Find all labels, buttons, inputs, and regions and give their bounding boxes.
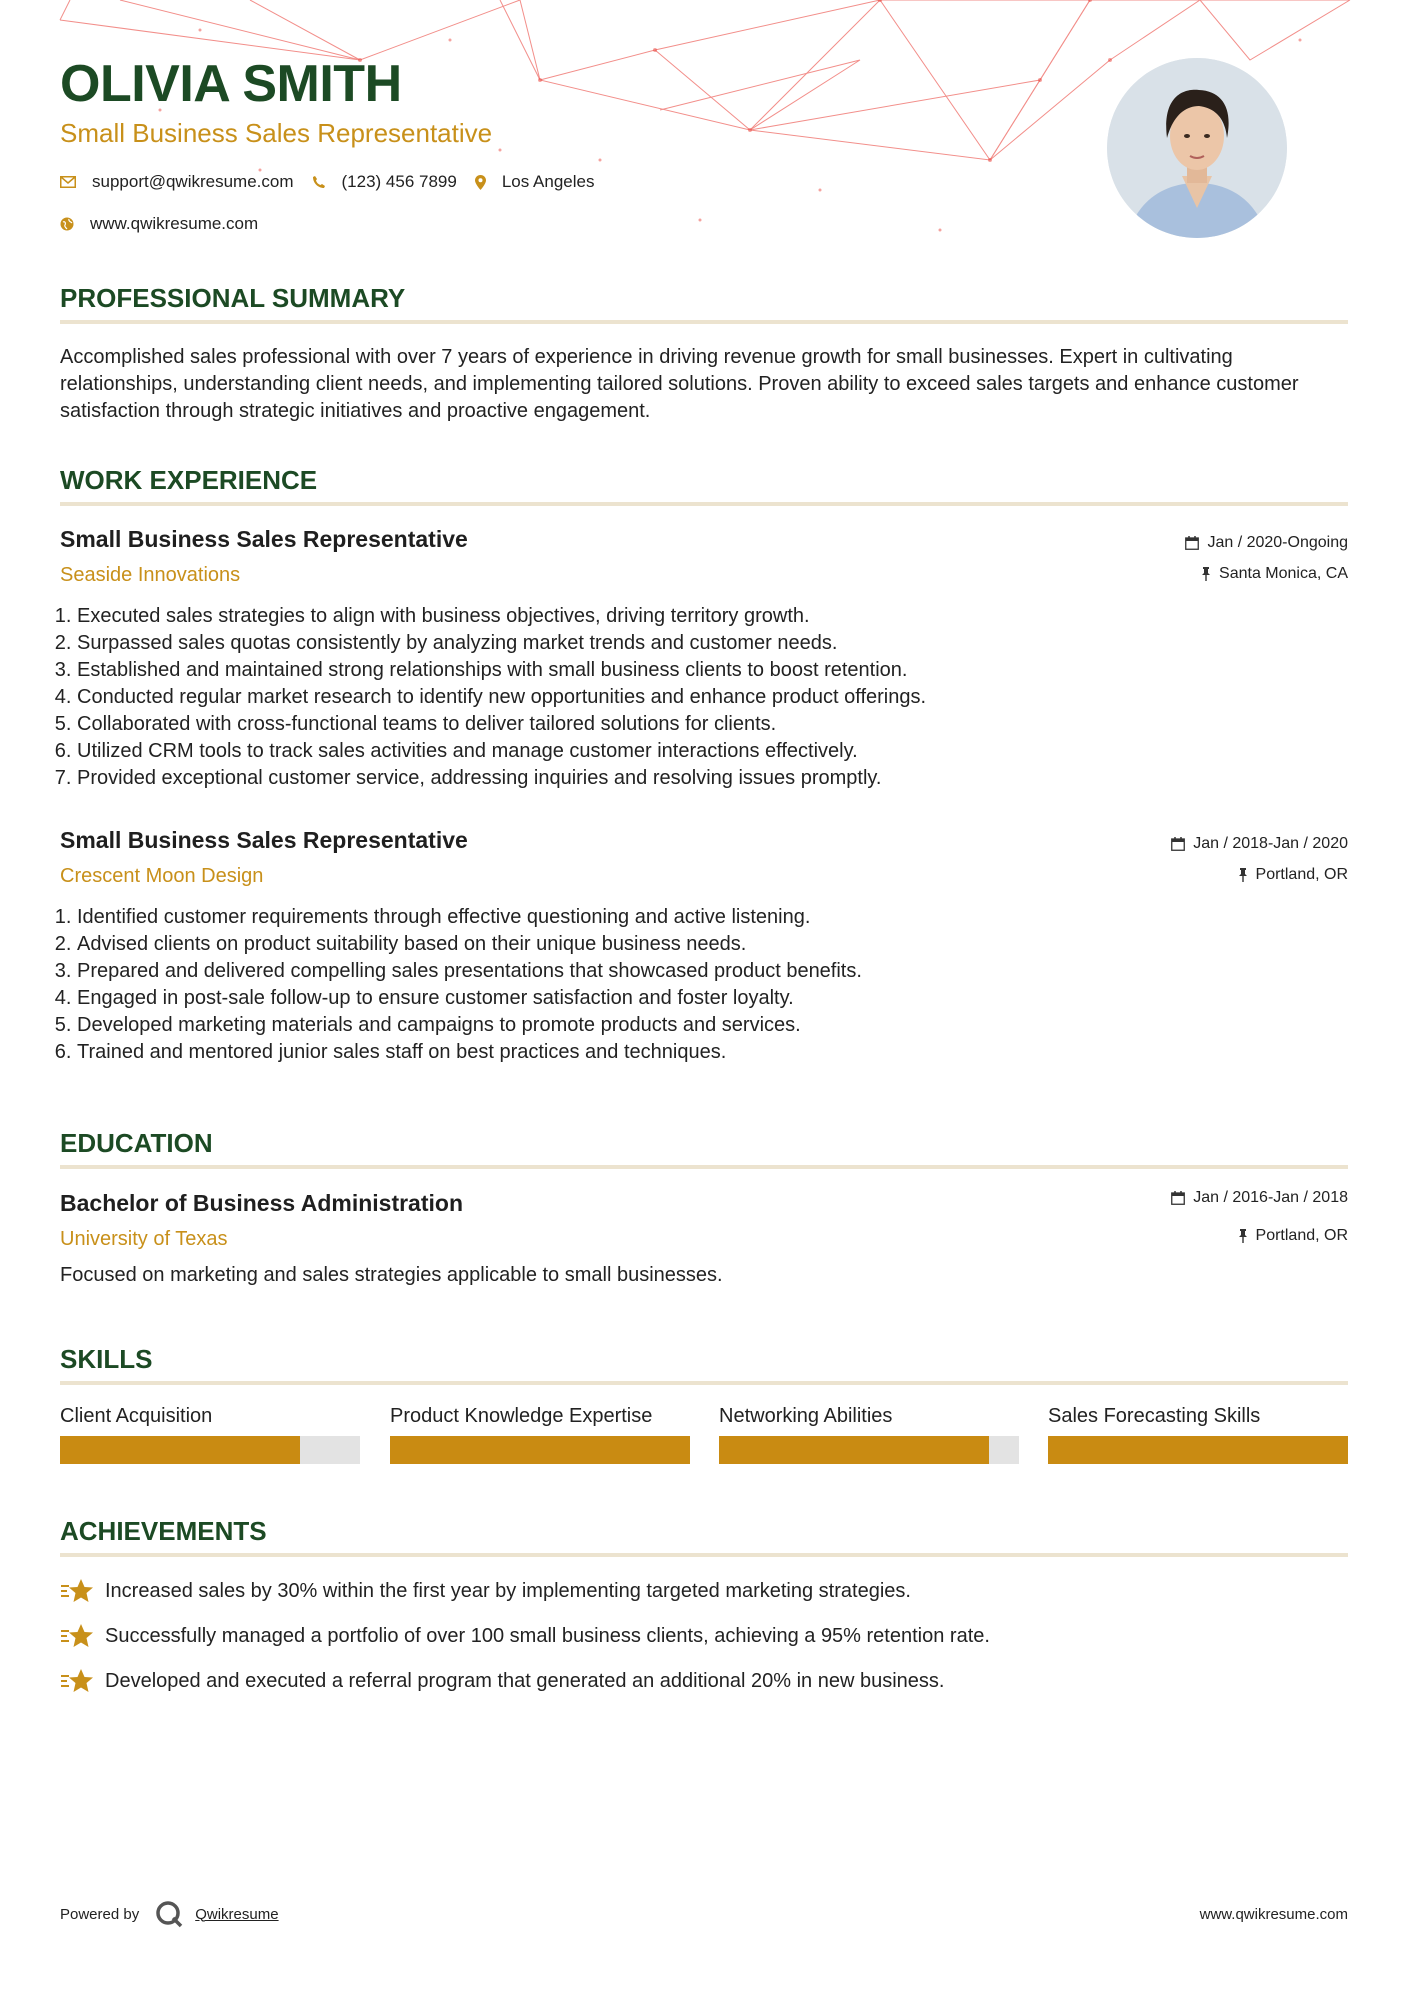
skill-item — [390, 1406, 690, 1464]
degree-title: Bachelor of Business Administration — [60, 1190, 463, 1216]
skill-bar-fill — [719, 1436, 989, 1464]
list-item: 2. Advised clients on product suitability based on their unique business needs. — [77, 931, 1347, 958]
school-name: University of Texas — [60, 1228, 228, 1250]
list-item: 4. Engaged in post-sale follow-up to ensure customer satisfaction and foster loyalty. — [77, 985, 1347, 1012]
skill-bar-fill — [1048, 1436, 1348, 1464]
job-responsibilities — [60, 904, 1347, 1066]
list-item: 6. Utilized CRM tools to track sales activities and manage customer interactions effectively. — [77, 738, 1347, 765]
experience-divider — [60, 502, 1348, 506]
website-row — [60, 214, 276, 234]
job-title: Small Business Sales Representative — [60, 827, 468, 853]
job-dates-text: Jan / 2018-Jan / 2020 — [1193, 835, 1348, 852]
pushpin-icon — [1238, 868, 1248, 882]
location-text: Los Angeles — [501, 172, 595, 191]
map-pin-icon — [475, 175, 486, 190]
phone-icon — [312, 175, 326, 189]
summary-text: Accomplished sales professional with over 7 years of experience in driving revenue growth for small businesses. Expert in cultivating relationships, understanding client needs, and implementing tailored solutions. Proven ability to exceed sales targets and enhance customer satisfaction through strategic initiatives and proactive engagement. — [60, 346, 1299, 422]
achievement-item — [60, 1668, 944, 1694]
skill-label: Networking Abilities — [719, 1405, 893, 1427]
job-title: Small Business Sales Representative — [60, 526, 468, 552]
summary-divider — [60, 320, 1348, 324]
skill-label: Sales Forecasting Skills — [1048, 1405, 1261, 1427]
education-heading: EDUCATION — [60, 1128, 213, 1158]
list-item: 4. Conducted regular market research to identify new opportunities and enhance product offerings. — [77, 684, 1347, 711]
job-company: Seaside Innovations — [60, 564, 241, 586]
achievement-text: Developed and executed a referral program that generated an additional 20% in new business. — [105, 1669, 945, 1692]
profile-photo — [1107, 58, 1287, 238]
education-divider — [60, 1165, 1348, 1169]
pushpin-icon — [1201, 567, 1211, 581]
list-item: 1. Identified customer requirements through effective questioning and active listening. — [77, 904, 1347, 931]
footer-url[interactable]: www.qwikresume.com — [1199, 1906, 1348, 1923]
powered-by-text: Powered by — [60, 1905, 140, 1923]
job-responsibilities — [60, 603, 1347, 792]
candidate-title: Small Business Sales Representative — [60, 118, 493, 148]
summary-heading: PROFESSIONAL SUMMARY — [60, 283, 406, 313]
qwikresume-logo-icon — [155, 1900, 183, 1928]
list-item: 5. Collaborated with cross-functional teams to deliver tailored solutions for clients. — [77, 711, 1347, 738]
skill-label: Client Acquisition — [60, 1405, 213, 1427]
list-item: 5. Developed marketing materials and campaigns to promote products and services. — [77, 1012, 1347, 1039]
calendar-icon — [1185, 536, 1199, 550]
skills-heading: SKILLS — [60, 1344, 153, 1374]
calendar-icon — [1171, 1191, 1185, 1205]
skill-bar-track — [719, 1436, 1019, 1464]
calendar-icon — [1171, 837, 1185, 851]
contact-website[interactable] — [60, 214, 258, 234]
education-dates — [1171, 1190, 1348, 1206]
skill-item — [60, 1406, 360, 1464]
contact-row — [60, 172, 612, 192]
experience-heading: WORK EXPERIENCE — [60, 465, 318, 495]
contact-location — [475, 172, 595, 192]
job-location-text: Santa Monica, CA — [1219, 565, 1348, 582]
list-item: 1. Executed sales strategies to align with business objectives, driving territory growth. — [77, 603, 1347, 630]
skill-item — [719, 1406, 1019, 1464]
list-item: 7. Provided exceptional customer service, addressing inquiries and resolving issues promptly. — [77, 765, 1347, 792]
website-text: www.qwikresume.com — [90, 214, 259, 233]
list-item: 3. Established and maintained strong relationships with small business clients to boost retention. — [77, 657, 1347, 684]
achievement-item — [60, 1578, 911, 1604]
pushpin-icon — [1238, 1229, 1248, 1243]
job-dates-text: Jan / 2020-Ongoing — [1207, 534, 1348, 551]
skills-divider — [60, 1381, 1348, 1385]
job-dates — [1171, 836, 1348, 852]
globe-icon — [60, 217, 74, 231]
star-icon — [60, 1623, 93, 1649]
skill-bar-track — [1048, 1436, 1348, 1464]
achievement-text: Successfully managed a portfolio of over 100 small business clients, achieving a 95% retention rate. — [105, 1624, 990, 1647]
education-description: Focused on marketing and sales strategies applicable to small businesses. — [60, 1264, 723, 1286]
skill-bar-fill — [60, 1436, 300, 1464]
skill-bar-track — [60, 1436, 360, 1464]
skill-bar-fill — [390, 1436, 690, 1464]
skill-bar-track — [390, 1436, 690, 1464]
achievement-text: Increased sales by 30% within the first year by implementing targeted marketing strategies. — [105, 1579, 911, 1602]
education-dates-text: Jan / 2016-Jan / 2018 — [1193, 1189, 1348, 1206]
email-text: support@qwikresume.com — [92, 172, 294, 191]
list-item: 2. Surpassed sales quotas consistently by analyzing market trends and customer needs. — [77, 630, 1347, 657]
star-icon — [60, 1578, 93, 1604]
job-company: Crescent Moon Design — [60, 865, 264, 887]
list-item: 3. Prepared and delivered compelling sales presentations that showcased product benefits. — [77, 958, 1347, 985]
achievement-item — [60, 1623, 990, 1649]
job-dates — [1185, 535, 1348, 551]
education-location — [1238, 1228, 1348, 1244]
job-location — [1201, 566, 1348, 582]
education-location-text: Portland, OR — [1255, 1227, 1348, 1244]
job-location-text: Portland, OR — [1255, 866, 1348, 883]
achievements-divider — [60, 1553, 1348, 1557]
contact-phone[interactable] — [312, 172, 457, 192]
phone-text: (123) 456 7899 — [341, 172, 457, 191]
contact-email[interactable] — [60, 172, 294, 192]
footer-powered-by — [60, 1900, 279, 1928]
skill-item — [1048, 1406, 1348, 1464]
star-icon — [60, 1668, 93, 1694]
skill-label: Product Knowledge Expertise — [390, 1405, 653, 1427]
job-location — [1238, 867, 1348, 883]
achievements-heading: ACHIEVEMENTS — [60, 1516, 267, 1546]
candidate-name: OLIVIA SMITH — [60, 55, 402, 113]
list-item: 6. Trained and mentored junior sales staff on best practices and techniques. — [77, 1039, 1347, 1066]
envelope-icon — [60, 176, 76, 188]
qwikresume-link[interactable]: Qwikresume — [195, 1905, 279, 1923]
